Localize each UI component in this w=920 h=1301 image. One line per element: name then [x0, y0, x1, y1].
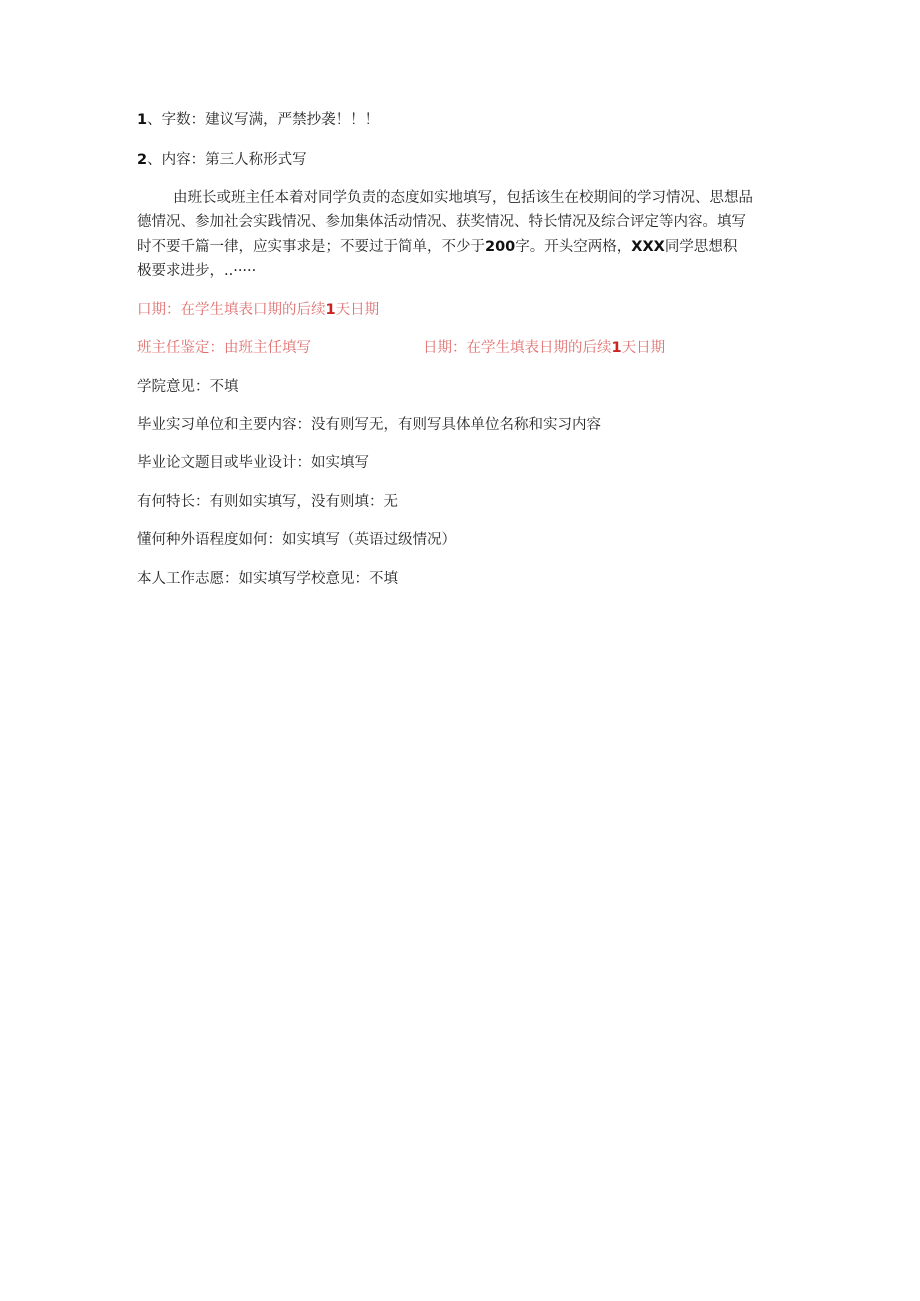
note-word-count — [137, 110, 379, 130]
field-college-opinion: 学院意见：不填 — [137, 379, 239, 395]
paragraph-text: 同学思想积 — [664, 238, 738, 255]
paragraph-text: 字。开头空两格， — [515, 238, 632, 255]
paragraph-line: 极要求进步，..····· — [137, 262, 257, 279]
field-thesis: 毕业论文题目或毕业设计：如实填写 — [137, 455, 369, 471]
paragraph-line: 德情况、参加社会实践情况、参加集体活动情况、获奖情况、特长情况及综合评定等内容。填写 — [137, 214, 746, 231]
teacher-date-prefix: 日期：在学生填表日期的后续 — [423, 340, 612, 356]
note-number: 2 — [137, 152, 148, 168]
note-content — [137, 150, 307, 170]
teacher-date-offset: 1 — [611, 340, 622, 356]
teacher-label: 班主任鉴定：由班主任填写 — [137, 340, 311, 356]
teacher-date-suffix: 天日期 — [621, 340, 666, 356]
date-instruction — [137, 300, 379, 320]
field-career-wish: 本人工作志愿：如实填写学校意见：不填 — [137, 571, 398, 587]
instruction-paragraph — [137, 186, 787, 283]
note-number: 1 — [137, 112, 148, 128]
paragraph-line — [137, 235, 787, 259]
field-foreign-language: 懂何种外语程度如何：如实填写（英语过级情况） — [137, 532, 456, 548]
teacher-evaluation-instruction — [137, 338, 665, 358]
date-suffix: 天日期 — [335, 302, 380, 318]
field-internship: 毕业实习单位和主要内容：没有则写无，有则写具体单位名称和实习内容 — [137, 417, 601, 433]
note-text: 、字数：建议写满，严禁抄袭！！！ — [147, 112, 380, 128]
paragraph-line: 由班长或班主任本着对同学负责的态度如实地填写，包括该生在校期间的学习情况、思想品 — [173, 190, 753, 206]
date-prefix: 口期：在学生填表口期的后续 — [137, 302, 326, 318]
min-word-count: 200 — [485, 238, 516, 255]
field-specialty: 有何特长：有则如实填写，没有则填：无 — [137, 494, 398, 510]
paragraph-text: 时不要千篇一律，应实事求是；不要过于简单，不少于 — [137, 238, 485, 255]
placeholder-name: XXX — [631, 238, 665, 255]
note-text: 、内容：第三人称形式写 — [147, 152, 307, 168]
date-offset: 1 — [325, 302, 336, 318]
